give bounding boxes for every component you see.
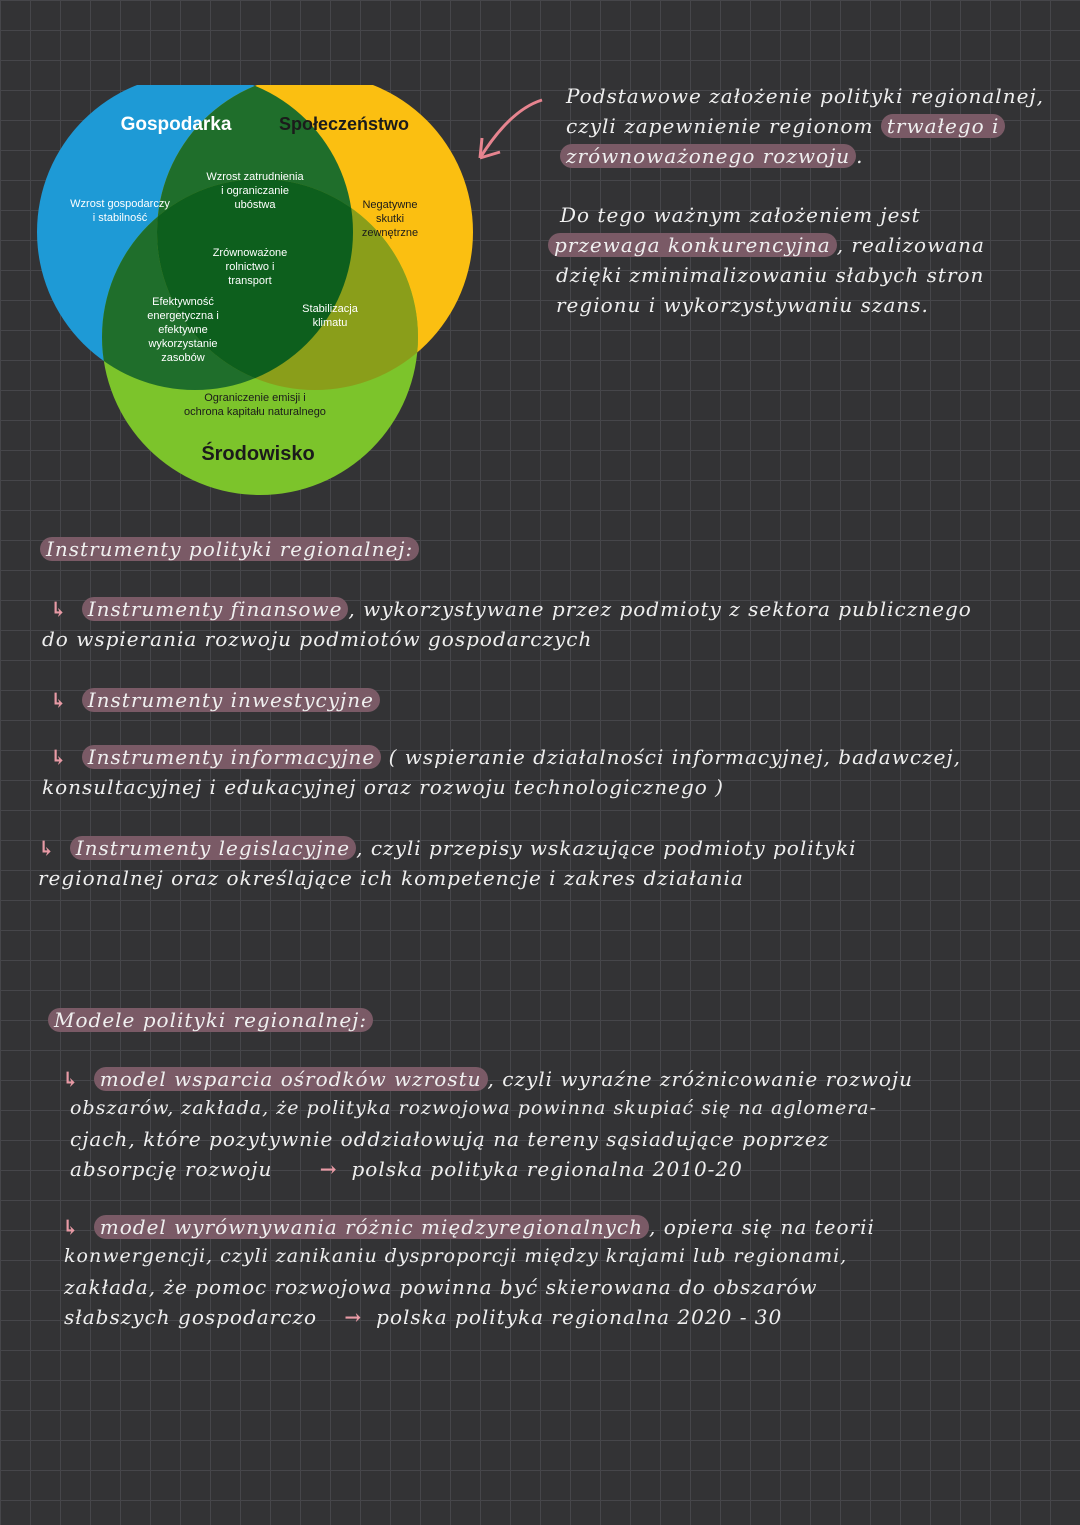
note-line-3 — [560, 144, 863, 168]
arrow-icon: ↳ — [62, 1215, 80, 1239]
model-growth-centers-label: model wsparcia ośrodków wzrostu — [94, 1067, 488, 1091]
model-growth-centers-line-2: obszarów, zakłada, że polityka rozwojowa powinna skupiać się na aglomera- — [70, 1097, 878, 1119]
instrument-item-legislative — [38, 836, 856, 860]
instrument-financial-desc: , wykorzystywane przez podmioty z sektora publicznego — [348, 597, 972, 621]
note2-line-1: Do tego ważnym założeniem jest — [560, 203, 921, 227]
arrow-icon: ↳ — [50, 688, 68, 712]
arrow-icon: ↳ — [62, 1067, 80, 1091]
note2-line-4: regionu i wykorzystywaniu szans. — [556, 293, 929, 317]
note2-highlight-advantage: przewaga konkurencyjna — [548, 233, 837, 257]
model-equalization-period: polska polityka regionalna 2020 - 30 — [376, 1305, 783, 1329]
region-label-society-environment: Stabilizacja klimatu — [302, 303, 358, 329]
instrument-financial-desc-2: do wspierania rozwoju podmiotów gospodarczych — [42, 627, 593, 651]
model-equalization-line-4 — [64, 1305, 782, 1329]
instrument-financial-label: Instrumenty finansowe — [82, 597, 349, 621]
instrument-item-investment — [50, 688, 380, 712]
note-highlight-sustained: trwałego i — [881, 114, 1006, 138]
model-growth-centers-line-4 — [70, 1157, 743, 1181]
region-label-economy-society: Wzrost zatrudnienia i ograniczanie ubóstwa — [206, 171, 304, 211]
region-label-economy-only: Wzrost gospodarczy i stabilność — [70, 198, 170, 224]
models-heading: Modele polityki regionalnej: — [48, 1008, 373, 1032]
pointer-arrow-icon — [470, 90, 550, 170]
note2-line-2 — [548, 233, 985, 257]
region-label-center: Zrównoważone rolnictwo i transport — [212, 247, 288, 287]
instrument-information-desc: ( wspieranie działalności informacyjnej, badawczej, — [381, 745, 961, 769]
model-growth-centers-line-3: cjach, które pozytywnie oddziałowują na tereny sąsiadujące poprzez — [70, 1127, 830, 1151]
model-growth-centers-desc: , czyli wyraźne zróżnicowanie rozwoju — [487, 1067, 914, 1091]
note-line-2 — [566, 114, 1005, 138]
arrow-icon: ↳ — [50, 597, 68, 621]
model-equalization-desc: , opiera się na teorii — [649, 1215, 875, 1239]
arrow-icon: ↳ — [38, 836, 56, 860]
venn-diagram — [30, 85, 490, 505]
note-line-2-text: czyli zapewnienie regionom — [566, 114, 874, 138]
note2-line-3: dzięki zminimalizowaniu słabych stron — [556, 263, 985, 287]
model-item-equalization — [62, 1215, 875, 1239]
right-arrow-icon: → — [344, 1305, 363, 1329]
model-equalization-line-3: zakłada, że pomoc rozwojowa powinna być skierowana do obszarów — [64, 1275, 818, 1299]
model-growth-centers-period: polska polityka regionalna 2010-20 — [351, 1157, 743, 1181]
instruments-heading: Instrumenty polityki regionalnej: — [40, 537, 419, 561]
instrument-legislative-desc-2: regionalnej oraz określające ich kompetencje i zakres działania — [38, 866, 744, 890]
instrument-item-financial — [50, 597, 972, 621]
instrument-item-information — [50, 745, 961, 769]
instrument-legislative-desc: , czyli przepisy wskazujące podmioty polityki — [356, 836, 857, 860]
note-highlight-development: zrównoważonego rozwoju — [560, 144, 856, 168]
model-item-growth-centers — [62, 1067, 913, 1091]
model-growth-centers-absorption: absorpcję rozwoju — [70, 1157, 273, 1181]
right-arrow-icon: → — [319, 1157, 338, 1181]
instrument-information-label: Instrumenty informacyjne — [82, 745, 382, 769]
environment-label: Środowisko — [201, 443, 315, 465]
note2-line-2-end: , realizowana — [836, 233, 985, 257]
economy-label: Gospodarka — [120, 114, 232, 135]
model-equalization-line-2: konwergencji, czyli zanikaniu dysproporcji między krajami lub regionami, — [64, 1245, 848, 1267]
instrument-investment-label: Instrumenty inwestycyjne — [82, 688, 380, 712]
society-label: Społeczeństwo — [278, 114, 410, 134]
instrument-legislative-label: Instrumenty legislacyjne — [70, 836, 356, 860]
instrument-information-desc-2: konsultacyjnej i edukacyjnej oraz rozwoju technologicznego ) — [42, 775, 724, 799]
region-label-society-only: Negatywne skutki zewnętrzne — [361, 199, 419, 239]
note-line-1: Podstawowe założenie polityki regionalnej, — [566, 84, 1044, 108]
region-label-economy-environment: Efektywność energetyczna i efektywne wykorzystanie zasobów — [147, 296, 219, 364]
arrow-icon: ↳ — [50, 745, 68, 769]
model-equalization-weaker: słabszych gospodarczo — [64, 1305, 318, 1329]
model-equalization-label: model wyrównywania różnic międzyregionalnych — [94, 1215, 649, 1239]
note-line-3-end: . — [856, 144, 864, 168]
region-label-environment-only: Ograniczenie emisji i ochrona kapitału naturalnego — [184, 392, 326, 418]
